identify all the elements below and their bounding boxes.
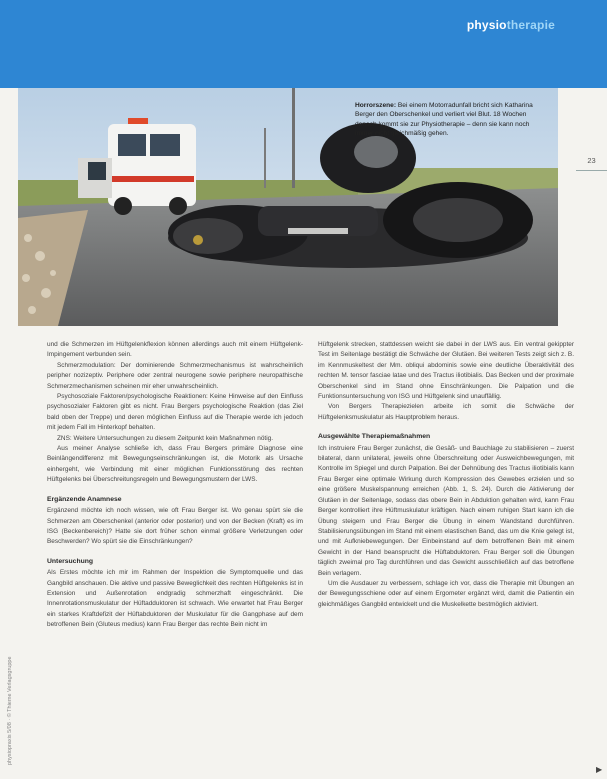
header-bar	[0, 0, 607, 88]
right-paragraph-4: Um die Ausdauer zu verbessern, schlage ich vor, dass die Therapie mit Übungen an der Bewegungsschiene oder auf einem Ergometer ergänzt wird, damit die Patientin ein gleichmäßiges Gangbild entwickelt und die Muskelkette bestmöglich aktiviert.	[318, 579, 574, 608]
side-note-text: physiopraxis 5/08 · © Thieme Verlagsgruppe	[7, 656, 13, 765]
left-paragraph-1: und die Schmerzen im Hüftgelenkflexion können allerdings auch mit einem Hüftgelenk-Impingement verbunden sein.	[47, 341, 303, 359]
caption-text: Bei einem Motorradunfall bricht sich Katharina Berger den Oberschenkel und verliert viel Blut. 18 Wochen danach kommt sie zur Physiotherapie – denn sie kann noch immer nicht gleichmäßig gehen.	[355, 102, 533, 138]
left-paragraph-2: Schmerzmodulation: Der dominierende Schmerzmechanismus ist wahrscheinlich peripher nozizeptiv. Periphere oder zentral neurogene sowie periphere neuropathische Schmerzmechanismen scheinen mir eher unwahrscheinlich.	[47, 361, 303, 390]
magazine-brand	[467, 18, 555, 32]
next-page-arrow-icon: ▶	[596, 765, 603, 774]
left-paragraph-4: ZNS: Weitere Untersuchungen zu diesem Zeitpunkt kein Maßnahmen nötig.	[57, 434, 274, 442]
side-note	[7, 585, 19, 765]
page-number-rule	[576, 170, 607, 171]
right-column	[318, 340, 574, 610]
heading-therapiemassnahmen: Ausgewählte Therapiemaßnahmen	[318, 433, 431, 441]
brand-part-therapie: therapie	[506, 18, 555, 32]
heading-ergaenzende-anamnese: Ergänzende Anamnese	[47, 495, 122, 503]
right-paragraph-1: Hüftgelenk strecken, stattdessen weicht sie dabei in der LWS aus. Ein ventral gekippter Test im Seitenlage bestätigt die Schwäche der Glutäen. Bei weiteren Tests zeigt sich z. B. im Kennmuskeltest der Mm. obliqui abdominis sowie eine deutliche Überaktivität des rechten M. tensor fasciae latae und des Tractus iliotibialis. Das Becken und der proximale Oberschenkel sind im Stand ohne Einschränkungen. Die Palpation und die Funktionsuntersuchung von ISG und Hüftgelenk sind unauffällig.	[318, 341, 574, 401]
right-paragraph-3: Ich instruiere Frau Berger zunächst, die Gesäß- und Bauchlage zu stabilisieren – zuerst bilateral, dann unilateral, jeweils ohne Überschreitung oder Ausweichbewegungen, mit Kontrolle im Spiegel und durch Palpation. Bei der Dehnübung des Tractus iliotibialis kann Frau Berger eine optimale Wirkung durch Kompression des Gewebes erzielen und so eine größere Muskelspannung erreichen (Abb. 1, S. 24). Durch die Aktivierung der Glutäen in der Seitenlage, sodass das obere Bein in Abduktion gehalten wird, kann Frau Berger kontrolliert ihre Hüftmuskulatur kräftigen. Nach einem ruhigen Start kann ich die Übung steigern und Frau Berger die Übung in einem Wandstand durchführen. Stabilisierungsübungen im Stand mit einem elastischen Band, das um die Knie gelegt ist, und mit Aufkniebewegungen. Der Einbeinstand auf dem betroffenen Bein mit einem Gewicht in der Hand beansprucht die Hüftabduktoren. Frau Berger soll die Übungen täglich zweimal pro Tag durchführen und das Gewicht ausschließlich auf das betroffene Bein verlagern.	[318, 444, 574, 577]
brand-part-physio: physio	[466, 18, 507, 32]
right-paragraph-2: Von Bergers Therapiezielen arbeite ich somit die Schwäche der Hüftgelenksmuskulatur als Hauptproblem heraus.	[318, 403, 574, 421]
left-paragraph-5: Aus meiner Analyse schließe ich, dass Frau Bergers primäre Diagnose eine Beinlängendifferenz mit Bewegungseinschränkungen ist, die Motorik als Ursache einhergeht, wie Verbindung mit einer möglichen Funktionsstörung des rechten Hüftgelenks bei Überschreitungsregeln und Bewegungsmustern der LWS.	[47, 445, 303, 484]
left-paragraph-3: Psychosoziale Faktoren/psychologische Reaktionen: Keine Hinweise auf den Einfluss psychosozialer Faktoren gibt es nicht. Frau Bergers psychologische Reaktion (das Ziel bald oben der Treppe) und deren möglichen Einfluss auf die Therapie werde ich jedoch mit jedem Fall im Hinterkopf behalten.	[47, 393, 303, 432]
page-number: 23	[587, 156, 596, 165]
photo-caption	[355, 101, 545, 139]
left-paragraph-6: Ergänzend möchte ich noch wissen, wie oft Frau Berger ist. Wo genau spürt sie die Schmerzen am Oberschenkel (anterior oder posterior) und von der Becken (Kraft) es im ISG (Beckenbereich)? Hatte sie dort früher schon einmal größere Verletzungen oder Beschwerden? Wo spürt sie die Einschränkungen?	[47, 507, 303, 546]
left-paragraph-7: Als Erstes möchte ich mir im Rahmen der Inspektion die Symptomquelle und das Gangbild anschauen. Die aktive und passive Beweglichkeit des rechten Hüftgelenks ist in Extension und Außenrotation endgradig schmerzhaft eingeschränkt. Die Innenrotationsmuskulatur der Hüftadduktoren ist schwach. Wie erwartet hat Frau Berger ein starkes Kraftdefizit der Hüftabduktoren der Muskulatur für die Gangphase auf dem betroffenen Bein (Gluteus medius) kann Frau Berger das rechte Bein nicht im	[47, 569, 303, 629]
left-column	[47, 340, 303, 631]
heading-untersuchung: Untersuchung	[47, 557, 94, 565]
caption-lead: Horrorszene:	[355, 102, 397, 109]
